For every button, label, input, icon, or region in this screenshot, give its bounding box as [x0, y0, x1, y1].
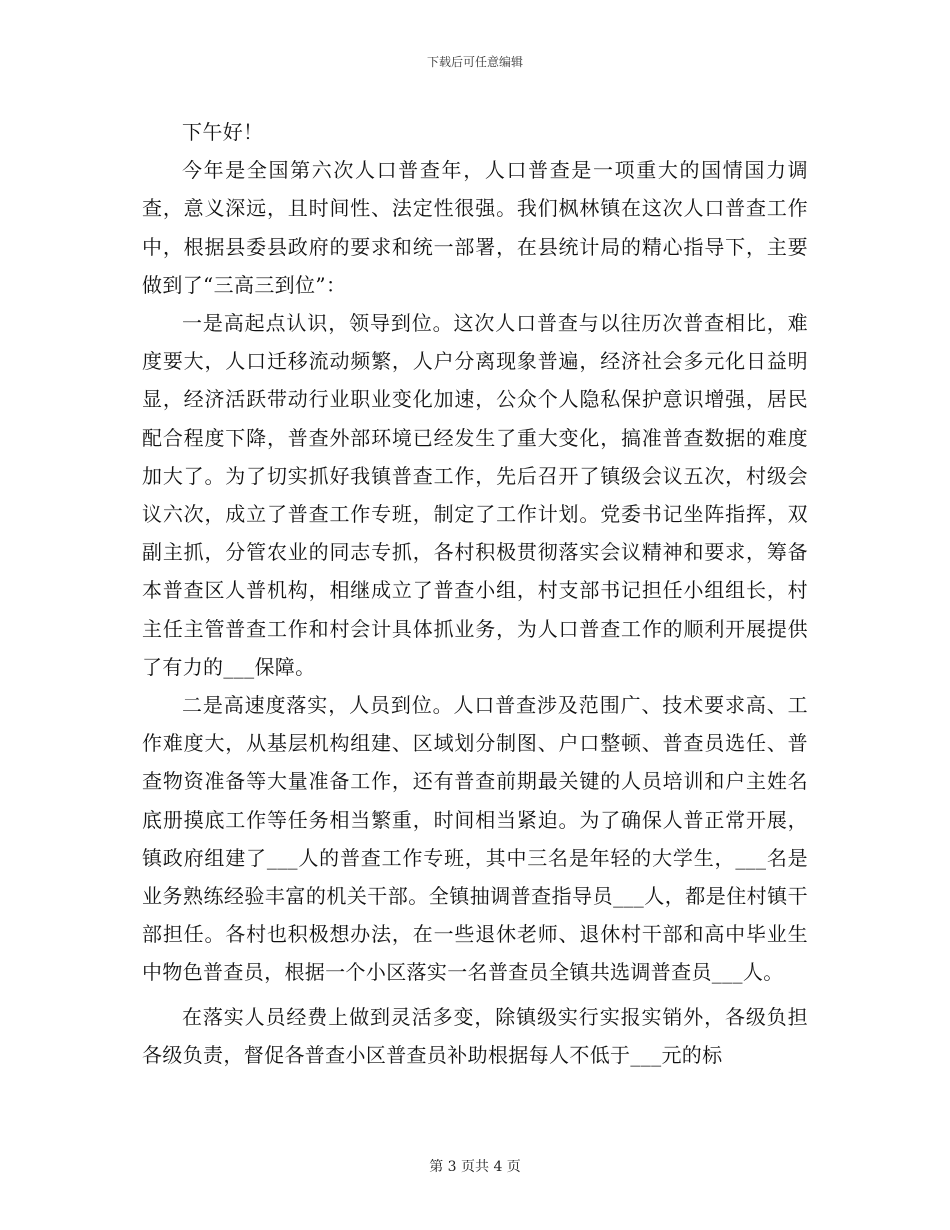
leadership-paragraph: 一是高起点认识，领导到位。这次人口普查与以往历次普查相比，难度要大，人口迁移流动频繁，人户分离现象普遍，经济社会多元化日益明显，经济活跃带动行业职业变化加速，公众个人隐私保护意识增强，居民配合程度下降，普查外部环境已经发生了重大变化，搞准普查数据的难度加大了。为了切实抓好我镇普查工作，先后召开了镇级会议五次，村级会议六次，成立了普查工作专班，制定了工作计划。党委书记坐阵指挥，双副主抓，分管农业的同志专抓，各村积极贯彻落实会议精神和要求，筹备本普查区人普机构，相继成立了普查小组，村支部书记担任小组组长，村主任主管普查工作和村会计具体抓业务，为人口普查工作的顺利开展提供了有力的___保障。 [142, 311, 808, 679]
document-body [142, 113, 808, 1074]
greeting-paragraph: 下午好！ [182, 120, 264, 144]
page-header: 下载后可任意编辑 [426, 55, 523, 69]
intro-paragraph: 今年是全国第六次人口普查年，人口普查是一项重大的国情国力调查，意义深远，且时间性、法定性很强。我们枫林镇在这次人口普查工作中，根据县委县政府的要求和统一部署，在县统计局的精心指导下，主要做到了“三高三到位”： [142, 158, 808, 297]
personnel-paragraph: 二是高速度落实，人员到位。人口普查涉及范围广、技术要求高、工作难度大，从基层机构组建、区域划分制图、户口整顿、普查员选任、普查物资准备等大量准备工作，还有普查前期最关键的人员培训和户主姓名底册摸底工作等任务相当繁重，时间相当紧迫。为了确保人普正常开展，镇政府组建了___人的普查工作专班，其中三名是年轻的大学生，___名是业务熟练经验丰富的机关干部。全镇抽调普查指导员___人，都是住村镇干部担任。各村也积极想办法，在一些退休老师、退休村干部和高中毕业生中物色普查员，根据一个小区落实一名普查员全镇共选调普查员___人。 [142, 693, 808, 985]
page-footer: 第 3 页共 4 页 [429, 1159, 521, 1175]
funding-paragraph: 在落实人员经费上做到灵活多变，除镇级实行实报实销外，各级负担各级负责，督促各普查小区普查员补助根据每人不低于___元的标 [142, 1004, 808, 1067]
